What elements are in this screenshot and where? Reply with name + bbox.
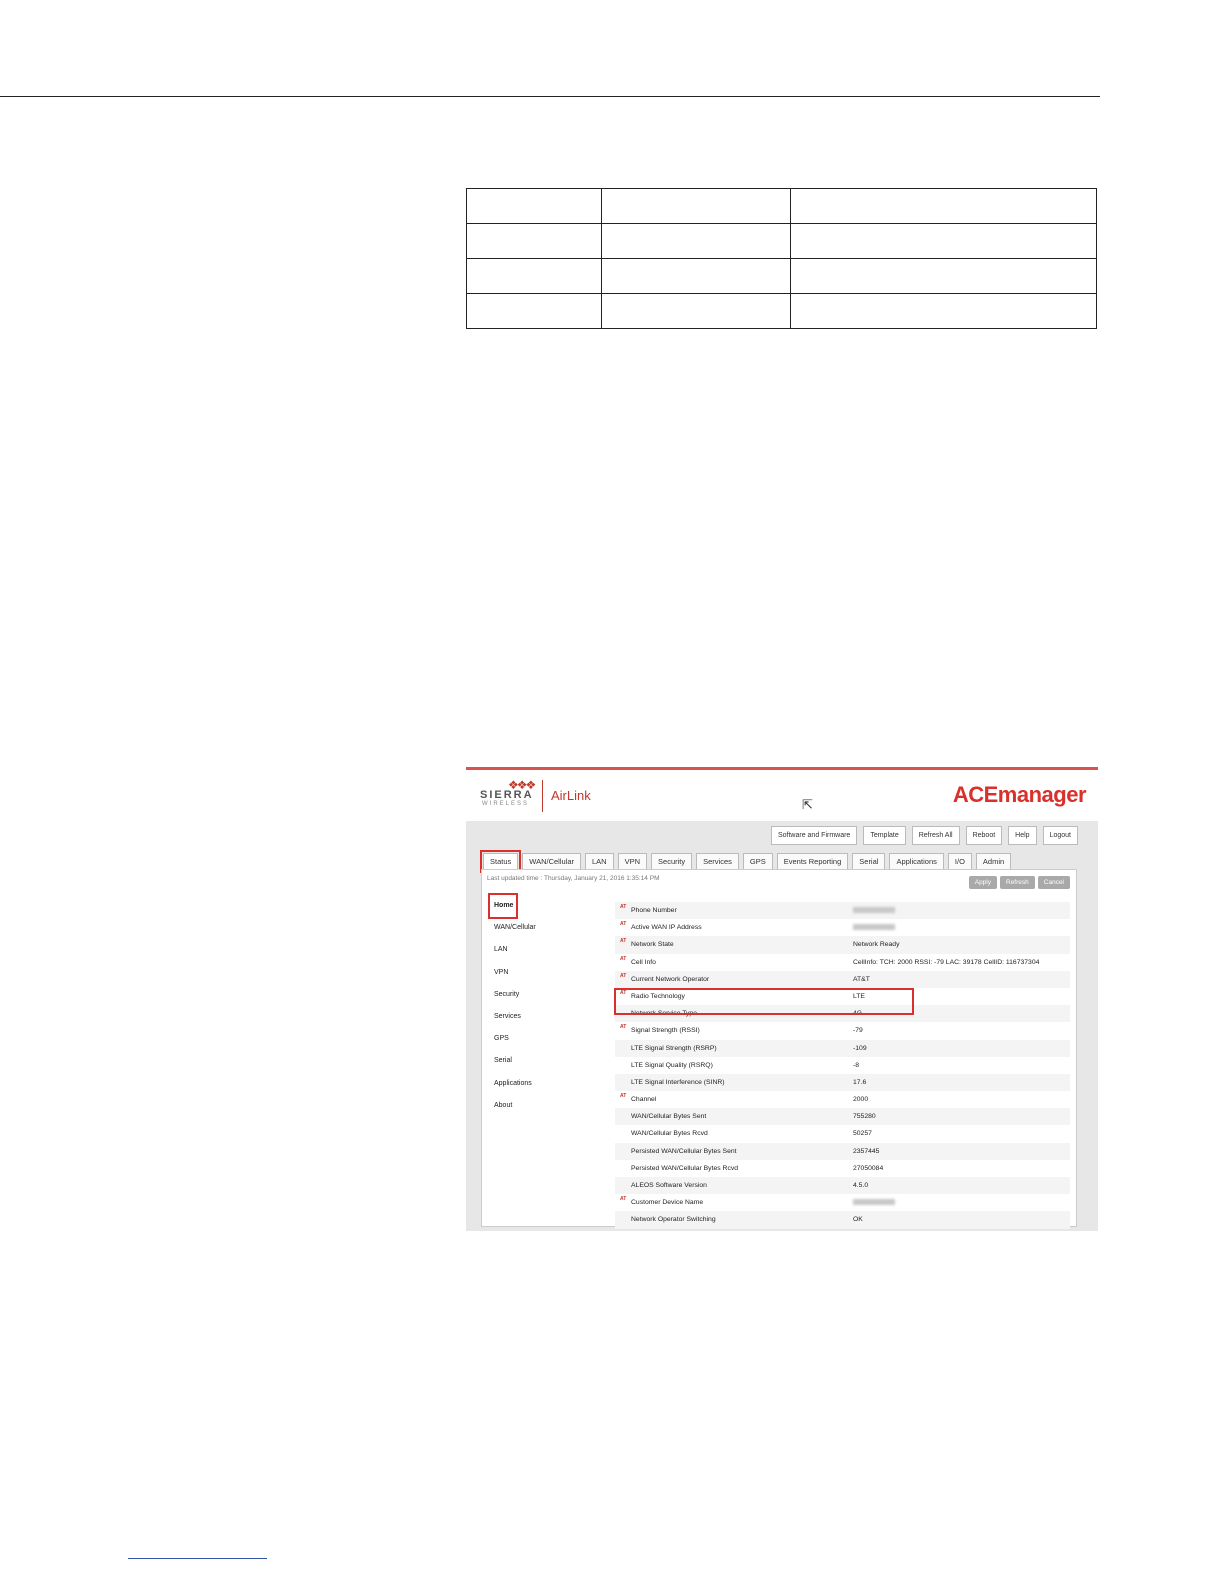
tab-serial[interactable]: Serial [852,853,885,870]
sidebar-item-lan[interactable]: LAN [494,946,508,954]
at-command-icon: AT [620,921,627,928]
empty-table [466,188,1097,329]
status-row [615,1108,1070,1125]
at-command-icon: AT [620,955,627,962]
table-cell [602,294,791,329]
cancel-button[interactable]: Cancel [1038,876,1070,889]
table-cell [467,189,602,224]
at-command-icon: AT [620,989,627,996]
table-cell [791,224,1097,259]
status-label: Channel [631,1096,657,1104]
tab-vpn[interactable]: VPN [618,853,647,870]
page-header-rule [0,96,1100,97]
app-title: ACEmanager [952,782,1086,807]
status-value: -8 [853,1061,860,1069]
table-row [467,294,1097,329]
status-row [615,1022,1070,1039]
at-command-icon: AT [620,972,627,979]
status-label: Network Operator Switching [631,1216,716,1224]
sidebar-item-gps[interactable]: GPS [494,1035,509,1043]
status-row [615,1040,1070,1057]
status-row [615,1074,1070,1091]
software-and-firmware-button[interactable]: Software and Firmware [771,826,857,845]
table-row [467,259,1097,294]
status-row [615,919,1070,936]
status-value: 17.6 [853,1078,867,1086]
apply-button[interactable]: Apply [969,876,997,889]
status-row [615,1177,1070,1194]
table-cell [602,189,791,224]
app-body [466,821,1098,1231]
redacted-value [853,924,895,930]
status-row [615,954,1070,971]
status-value: Network Ready [853,941,900,949]
tab-i-o[interactable]: I/O [948,853,972,870]
tab-services[interactable]: Services [696,853,739,870]
sidebar-item-wan-cellular[interactable]: WAN/Cellular [494,924,536,932]
airlink-logo: AirLink [551,788,591,803]
tab-admin[interactable]: Admin [976,853,1011,870]
status-label: Network Service Type [631,1010,697,1018]
sidebar-item-services[interactable]: Services [494,1012,521,1020]
status-value: 50257 [853,1130,872,1138]
status-label: Current Network Operator [631,975,710,983]
table-row [467,189,1097,224]
tab-lan[interactable]: LAN [585,853,614,870]
mouse-cursor-icon: ⇱ [802,797,813,812]
logo-brand-top: SIERRA [480,789,534,801]
status-value: 2357445 [853,1147,880,1155]
status-panel [481,869,1077,1227]
status-table [615,902,1070,1229]
status-row [615,1143,1070,1160]
status-value: OK [853,1216,863,1224]
status-label: LTE Signal Strength (RSRP) [631,1044,717,1052]
status-label: Persisted WAN/Cellular Bytes Sent [631,1147,737,1155]
status-label: ALEOS Software Version [631,1182,707,1189]
template-button[interactable]: Template [863,826,905,845]
status-row [615,936,1070,953]
refresh-button[interactable]: Refresh [1000,876,1035,889]
logo-brand-bottom: WIRELESS [482,801,530,807]
toolbar [771,826,1078,845]
sidebar-item-serial[interactable]: Serial [494,1057,512,1065]
sidebar-item-about[interactable]: About [494,1101,513,1109]
tab-security[interactable]: Security [651,853,692,870]
table-cell [467,259,602,294]
table-cell [602,259,791,294]
tab-applications[interactable]: Applications [889,853,943,870]
status-label: Active WAN IP Address [631,924,702,932]
footer-link-underline[interactable] [128,1558,267,1559]
status-row [615,902,1070,919]
tab-wan-cellular[interactable]: WAN/Cellular [522,853,581,870]
status-value: CellInfo: TCH: 2000 RSSI: -79 LAC: 39178 CellID: 116737304 [853,958,1040,966]
at-command-icon: AT [620,904,627,910]
logout-button[interactable]: Logout [1043,826,1078,845]
status-value: 27050084 [853,1164,884,1172]
status-value: LTE [853,992,865,1000]
help-button[interactable]: Help [1008,826,1036,845]
status-value: 4G [853,1010,863,1018]
status-value: -109 [853,1044,867,1052]
status-value: AT&T [853,975,870,983]
sidebar-item-security[interactable]: Security [494,990,520,998]
redacted-value [853,1199,895,1205]
status-label: WAN/Cellular Bytes Rcvd [631,1130,708,1138]
status-value: -79 [853,1027,863,1035]
status-row [615,1091,1070,1108]
sidebar-item-applications[interactable]: Applications [494,1079,532,1087]
action-buttons [969,876,1070,889]
sidebar-item-home[interactable]: Home [490,895,516,917]
status-row [615,1194,1070,1211]
table-cell [791,189,1097,224]
table-cell [467,294,602,329]
at-command-icon: AT [620,1196,627,1203]
status-label: Signal Strength (RSSI) [631,1027,700,1035]
at-command-icon: AT [620,1024,627,1031]
logo-mark-icon: ❖❖❖ [508,778,535,792]
status-row [615,1125,1070,1142]
table-cell [791,259,1097,294]
status-label: LTE Signal Quality (RSRQ) [631,1061,713,1069]
status-label: Persisted WAN/Cellular Bytes Rcvd [631,1164,739,1172]
status-value: 2000 [853,1096,869,1104]
table-cell [602,224,791,259]
status-row [615,1057,1070,1074]
status-row [615,1211,1070,1228]
sierra-wireless-logo [480,778,620,812]
acemanager-screenshot [466,767,1098,1231]
status-row [615,971,1070,988]
app-header [466,770,1098,821]
at-command-icon: AT [620,1093,627,1100]
tab-bar [483,853,1011,870]
tab-gps[interactable]: GPS [743,853,773,870]
sidebar-item-vpn[interactable]: VPN [494,968,509,976]
reboot-button[interactable]: Reboot [966,826,1003,845]
tab-events-reporting[interactable]: Events Reporting [777,853,849,870]
side-navigation [490,895,610,1117]
status-value: 4.5.0 [853,1182,869,1189]
network-state-highlight [614,988,914,1018]
refresh-all-button[interactable]: Refresh All [912,826,960,845]
status-label: Customer Device Name [631,1199,704,1207]
redacted-value [853,907,895,913]
status-label: LTE Signal Interference (SINR) [631,1078,725,1086]
status-label: Radio Technology [631,992,685,1000]
status-label: Cell Info [631,958,656,966]
status-value: 755280 [853,1113,876,1121]
table-row [467,224,1097,259]
table-cell [467,224,602,259]
status-row [615,1160,1070,1177]
status-label: Network State [631,941,674,949]
at-command-icon: AT [620,938,627,945]
logo-divider [542,780,543,812]
last-updated-text: Last updated time : Thursday, January 21, 2016 1:35:14 PM [487,875,660,882]
table-cell [791,294,1097,329]
status-label: Phone Number [631,907,677,914]
tab-status[interactable]: Status [483,853,518,870]
status-label: WAN/Cellular Bytes Sent [631,1113,707,1121]
